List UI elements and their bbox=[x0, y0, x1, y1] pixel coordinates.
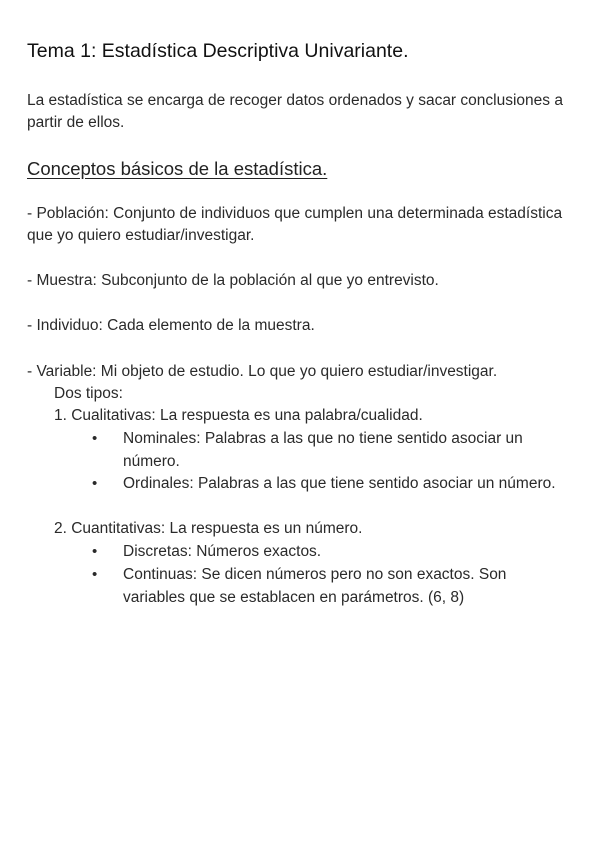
bullet-icon: • bbox=[92, 430, 98, 447]
list-item-nominales: Nominales: Palabras a las que no tiene sentido asociar un número. bbox=[123, 430, 523, 470]
bullet-icon: • bbox=[92, 566, 98, 583]
definition-variable: - Variable: Mi objeto de estudio. Lo que yo quiero estudiar/investigar. bbox=[27, 363, 498, 380]
type-cualitativas: 1. Cualitativas: La respuesta es una palabra/cualidad. bbox=[54, 407, 423, 424]
list-item-continuas: Continuas: Se dicen números pero no son exactos. Son variables que se establacen en parámetros. (6, 8) bbox=[123, 566, 507, 606]
definition-poblacion: - Población: Conjunto de individuos que cumplen una determinada estadística que yo quiero estudiar/investigar. bbox=[27, 205, 563, 244]
bullet-icon: • bbox=[92, 475, 98, 492]
types-heading: Dos tipos: bbox=[54, 385, 123, 402]
definition-individuo: - Individuo: Cada elemento de la muestra. bbox=[27, 317, 315, 334]
list-item-discretas: Discretas: Números exactos. bbox=[123, 543, 322, 560]
page-title: Tema 1: Estadística Descriptiva Univariante. bbox=[27, 40, 409, 62]
bullet-icon: • bbox=[92, 543, 98, 560]
section-heading: Conceptos básicos de la estadística. bbox=[27, 158, 328, 179]
intro-paragraph: La estadística se encarga de recoger datos ordenados y sacar conclusiones a partir de ellos. bbox=[27, 92, 563, 131]
type-cuantitativas: 2. Cuantitativas: La respuesta es un número. bbox=[54, 520, 363, 537]
list-item-ordinales: Ordinales: Palabras a las que tiene sentido asociar un número. bbox=[123, 475, 556, 492]
definition-muestra: - Muestra: Subconjunto de la población al que yo entrevisto. bbox=[27, 272, 439, 289]
